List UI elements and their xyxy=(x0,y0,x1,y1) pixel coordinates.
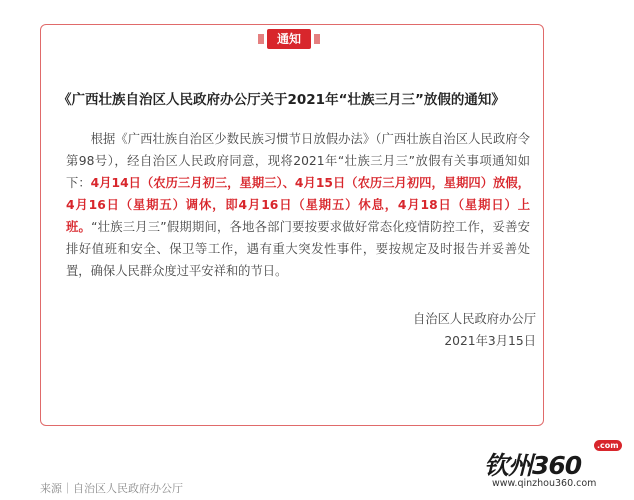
signature-date: 2021年3月15日 xyxy=(444,334,536,348)
watermark-suffix: .com xyxy=(594,440,622,451)
source-caption: 来源｜自治区人民政府办公厅 xyxy=(40,482,183,495)
body-text-2: “壮族三月三”假期期间，各地各部门要按要求做好常态化疫情防控工作，妥善安排好值班和安全、保卫等工作，遇有重大突发性事件，要按规定及时报告并妥善处置，确保人民群众度过平安祥和的节日。 xyxy=(66,220,530,278)
holiday-schedule: 4月14日（农历三月初三，星期三）、4月15日（农历三月初四，星期四）放假，4月16日（星期五）调休，即4月16日（星期五）休息，4月18日（星期日）上班。 xyxy=(66,176,530,234)
notice-tag: 通知 xyxy=(267,29,311,49)
watermark-brand: 钦州360 xyxy=(484,451,582,480)
notice-body xyxy=(66,128,530,282)
signature xyxy=(413,308,536,352)
signature-org: 自治区人民政府办公厅 xyxy=(413,312,536,326)
watermark-url: www.qinzhou360.com xyxy=(492,478,597,489)
watermark-logo xyxy=(484,441,624,496)
notice-title: 《广西壮族自治区人民政府办公厅关于2021年“壮族三月三”放假的通知》 xyxy=(58,92,505,108)
body-text: 根据《广西壮族自治区少数民族习惯节日放假办法》（广西壮族自治区人民政府令第98号），经自治区人民政府同意，现将2021年“壮族三月三”放假有关事项通知如下： xyxy=(66,132,530,190)
